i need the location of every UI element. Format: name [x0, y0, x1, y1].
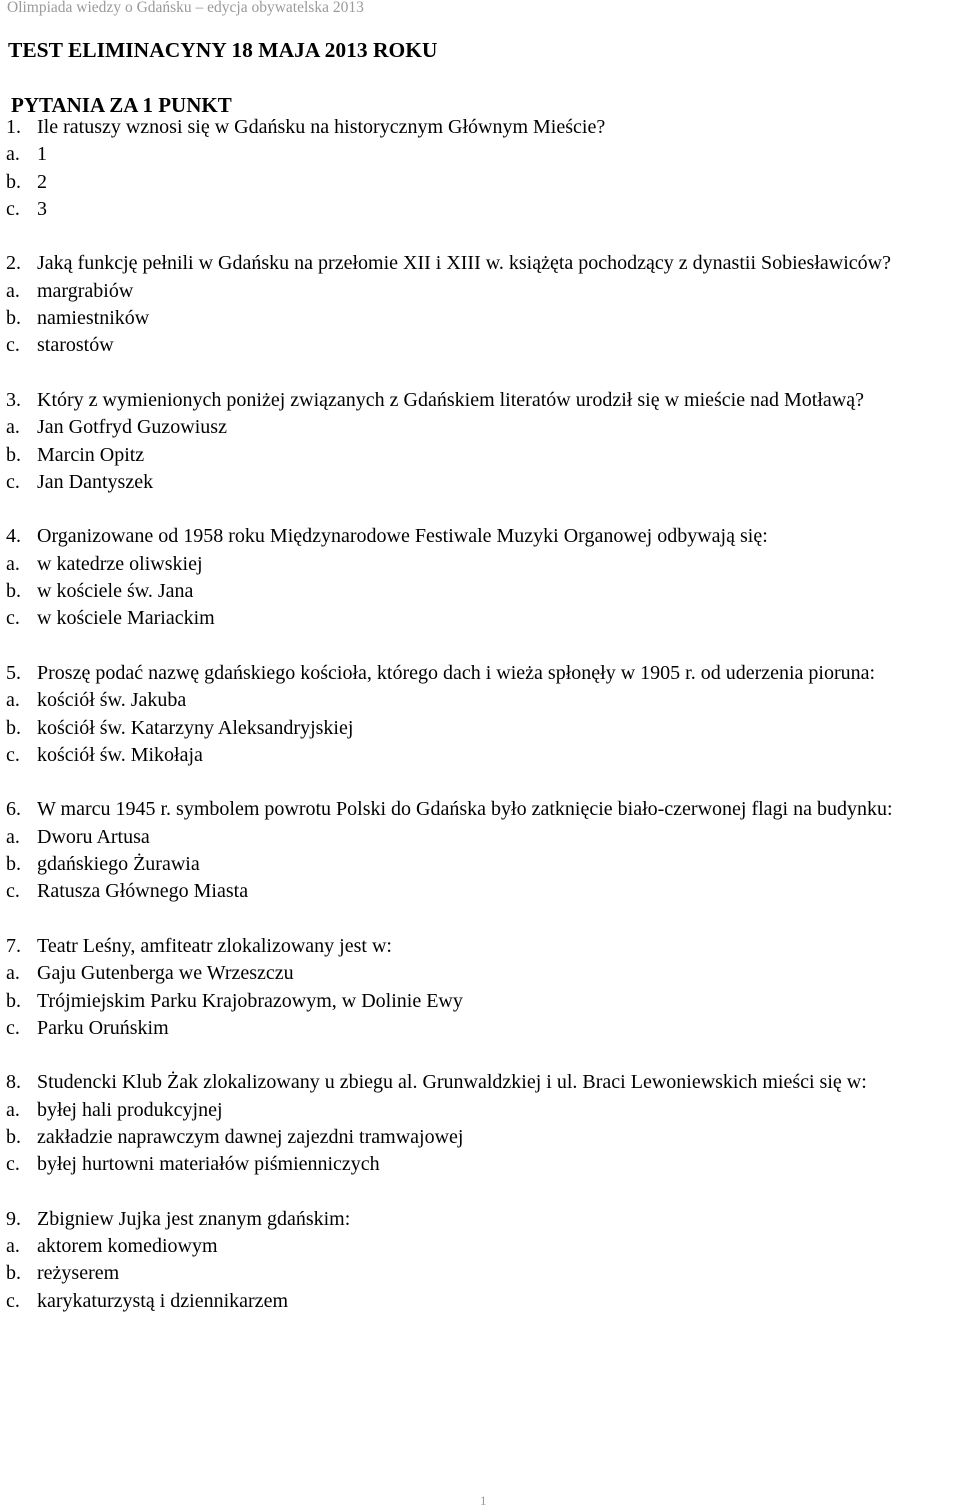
question-number: 6.	[6, 798, 21, 821]
answer-option	[0, 305, 960, 332]
question-3	[0, 387, 960, 496]
answer-option	[0, 1015, 960, 1042]
answer-option	[0, 442, 960, 469]
option-letter: c.	[6, 743, 20, 766]
answer-option	[0, 414, 960, 441]
option-letter: b.	[6, 1262, 21, 1285]
answer-option	[0, 851, 960, 878]
question-2	[0, 250, 960, 359]
option-letter: a.	[6, 416, 20, 439]
option-letter: a.	[6, 962, 20, 985]
option-text: kościół św. Mikołaja	[37, 743, 203, 766]
option-letter: b.	[6, 853, 21, 876]
option-text: kościół św. Jakuba	[37, 689, 187, 712]
option-text: Gaju Gutenberga we Wrzeszczu	[37, 962, 294, 985]
answer-option	[0, 715, 960, 742]
question-9	[0, 1206, 960, 1315]
answer-option	[0, 878, 960, 905]
question-number: 9.	[6, 1207, 21, 1230]
question-number: 5.	[6, 661, 21, 684]
answer-option	[0, 960, 960, 987]
option-letter: a.	[6, 143, 20, 166]
question-number: 3.	[6, 388, 21, 411]
option-text: margrabiów	[37, 279, 134, 302]
option-text: byłej hali produkcyjnej	[37, 1098, 223, 1121]
question-8	[0, 1069, 960, 1178]
question-text: Jaką funkcję pełnili w Gdańsku na przełomie XII i XIII w. książęta pochodzący z dynastii Sobiesławiców?	[37, 252, 891, 275]
option-letter: c.	[6, 880, 20, 903]
option-text: namiestników	[37, 307, 150, 330]
page-number: 1	[480, 1493, 487, 1508]
option-text: Jan Dantyszek	[37, 470, 154, 493]
answer-option	[0, 1233, 960, 1260]
option-letter: c.	[6, 607, 20, 630]
option-letter: b.	[6, 307, 21, 330]
question-number: 1.	[6, 116, 21, 138]
question-text: Organizowane od 1958 roku Międzynarodowe Festiwale Muzyki Organowej odbywają się:	[37, 525, 768, 548]
option-text: w kościele św. Jana	[37, 580, 194, 603]
answer-option	[0, 605, 960, 632]
option-text: w katedrze oliwskiej	[37, 552, 203, 575]
option-letter: a.	[6, 1235, 20, 1258]
option-letter: c.	[6, 1016, 20, 1039]
question-number: 7.	[6, 934, 21, 957]
option-text: 3	[37, 197, 47, 220]
question-row	[0, 523, 960, 550]
section-heading: PYTANIA ZA 1 PUNKT	[11, 93, 232, 117]
option-text: zakładzie naprawczym dawnej zajezdni tramwajowej	[37, 1125, 464, 1148]
question-text: Ile ratuszy wznosi się w Gdańsku na historycznym Głównym Mieście?	[37, 116, 606, 138]
option-letter: b.	[6, 1125, 21, 1148]
answer-option	[0, 687, 960, 714]
answer-option	[0, 578, 960, 605]
question-row	[0, 114, 960, 141]
answer-option	[0, 1151, 960, 1178]
question-number: 8.	[6, 1071, 21, 1094]
answer-option	[0, 278, 960, 305]
option-text: 2	[37, 170, 47, 193]
option-letter: a.	[6, 552, 20, 575]
answer-option	[0, 332, 960, 359]
document-title: TEST ELIMINACYNY 18 MAJA 2013 ROKU	[8, 38, 438, 62]
question-number: 2.	[6, 252, 21, 275]
question-text: Który z wymienionych poniżej związanych z Gdańskiem literatów urodził się w mieście nad Motławą?	[37, 388, 864, 411]
question-text: Teatr Leśny, amfiteatr zlokalizowany jest w:	[37, 934, 392, 957]
option-letter: b.	[6, 443, 21, 466]
question-text: Zbigniew Jujka jest znanym gdańskim:	[37, 1207, 351, 1230]
option-letter: a.	[6, 825, 20, 848]
answer-option	[0, 141, 960, 168]
question-row	[0, 933, 960, 960]
option-text: reżyserem	[37, 1262, 120, 1285]
question-text: W marcu 1945 r. symbolem powrotu Polski do Gdańska było zatknięcie biało-czerwonej flagi na budynku:	[37, 798, 893, 821]
answer-option	[0, 1097, 960, 1124]
question-text: Studencki Klub Żak zlokalizowany u zbiegu al. Grunwaldzkiej i ul. Braci Lewoniewskich mieści się w:	[37, 1071, 867, 1094]
question-7	[0, 933, 960, 1042]
question-row	[0, 250, 960, 277]
question-row	[0, 387, 960, 414]
option-text: byłej hurtowni materiałów piśmienniczych	[37, 1153, 380, 1176]
option-letter: c.	[6, 197, 20, 220]
option-letter: a.	[6, 1098, 20, 1121]
option-letter: b.	[6, 716, 21, 739]
answer-option	[0, 1288, 960, 1315]
option-letter: b.	[6, 170, 21, 193]
running-header: Olimpiada wiedzy o Gdańsku – edycja obywatelska 2013	[7, 0, 364, 16]
question-6	[0, 796, 960, 905]
question-5	[0, 660, 960, 769]
option-text: starostów	[37, 334, 114, 357]
option-text: gdańskiego Żurawia	[37, 853, 200, 876]
question-number: 4.	[6, 525, 21, 548]
question-text: Proszę podać nazwę gdańskiego kościoła, którego dach i wieża spłonęły w 1905 r. od uderzenia pioruna:	[37, 661, 876, 684]
answer-option	[0, 169, 960, 196]
option-text: aktorem komediowym	[37, 1235, 218, 1258]
option-letter: b.	[6, 580, 21, 603]
option-letter: c.	[6, 1289, 20, 1312]
answer-option	[0, 551, 960, 578]
question-list	[0, 114, 960, 1315]
answer-option	[0, 742, 960, 769]
option-text: Parku Oruńskim	[37, 1016, 169, 1039]
option-text: Dworu Artusa	[37, 825, 150, 848]
option-text: Jan Gotfryd Guzowiusz	[37, 416, 227, 439]
option-text: kościół św. Katarzyny Aleksandryjskiej	[37, 716, 354, 739]
option-letter: b.	[6, 989, 21, 1012]
question-row	[0, 660, 960, 687]
answer-option	[0, 196, 960, 223]
question-1	[0, 114, 960, 223]
answer-option	[0, 988, 960, 1015]
question-4	[0, 523, 960, 632]
option-text: karykaturzystą i dziennikarzem	[37, 1289, 288, 1312]
option-text: Ratusza Głównego Miasta	[37, 880, 249, 903]
option-text: Marcin Opitz	[37, 443, 145, 466]
question-row	[0, 796, 960, 823]
option-letter: c.	[6, 334, 20, 357]
option-letter: c.	[6, 470, 20, 493]
answer-option	[0, 824, 960, 851]
option-text: w kościele Mariackim	[37, 607, 215, 630]
answer-option	[0, 1124, 960, 1151]
option-text: Trójmiejskim Parku Krajobrazowym, w Dolinie Ewy	[37, 989, 463, 1012]
question-row	[0, 1206, 960, 1233]
option-letter: a.	[6, 279, 20, 302]
answer-option	[0, 1260, 960, 1287]
option-text: 1	[37, 143, 47, 166]
option-letter: a.	[6, 689, 20, 712]
answer-option	[0, 469, 960, 496]
question-row	[0, 1069, 960, 1096]
option-letter: c.	[6, 1153, 20, 1176]
